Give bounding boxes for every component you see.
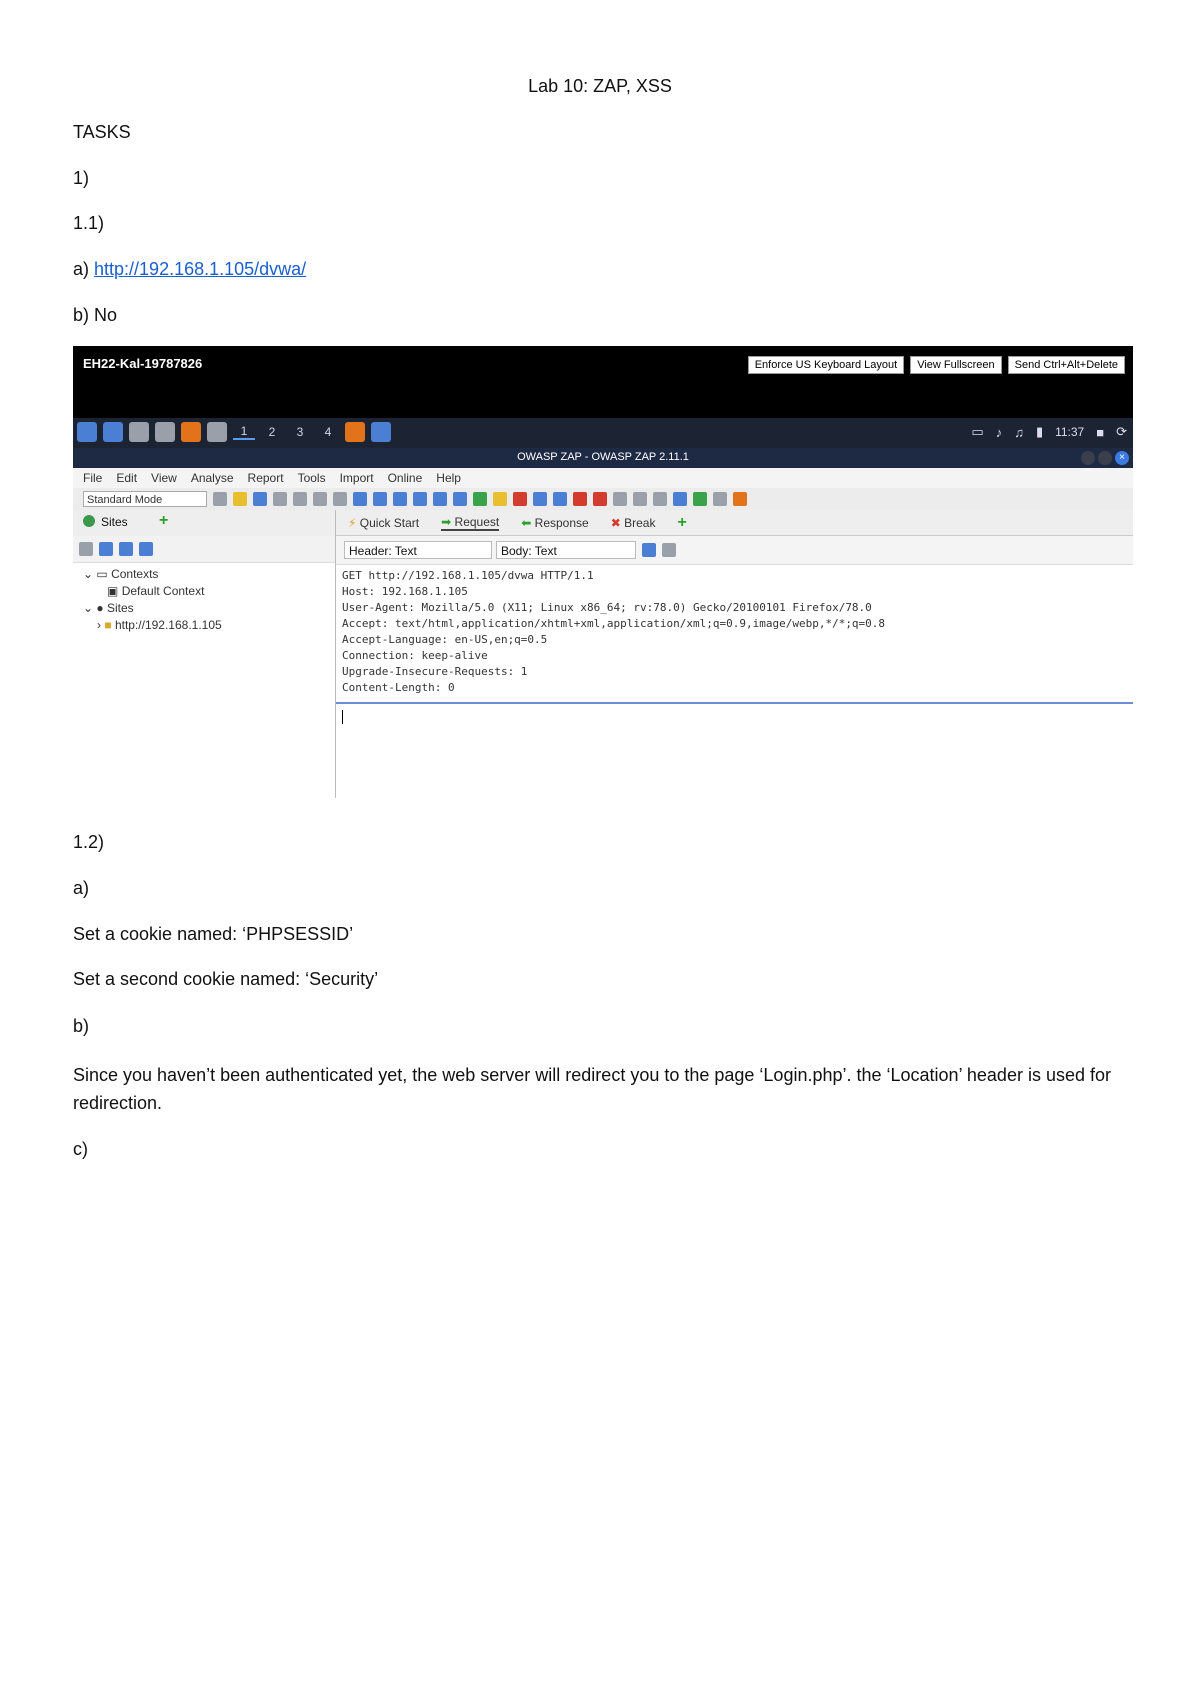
tab-sites[interactable]: Sites bbox=[101, 515, 128, 529]
scope-icon[interactable] bbox=[79, 542, 93, 556]
arrow-left-icon: ⬅ bbox=[521, 515, 532, 530]
power-icon[interactable]: ⟳ bbox=[1116, 424, 1127, 439]
tree-contexts[interactable]: ⌄ ▭ Contexts bbox=[83, 567, 159, 581]
request-line: Content-Length: 0 bbox=[342, 681, 455, 694]
globe-icon bbox=[83, 515, 95, 527]
request-line: Upgrade-Insecure-Requests: 1 bbox=[342, 665, 528, 678]
request-line: Connection: keep-alive bbox=[342, 649, 488, 662]
break-x-icon: ✖ bbox=[610, 515, 621, 530]
workspace-3[interactable]: 3 bbox=[296, 425, 304, 439]
sites-label: Sites bbox=[106, 601, 134, 615]
layout-icon-6[interactable] bbox=[453, 492, 467, 506]
zap-window bbox=[73, 468, 1133, 798]
window-title: OWASP ZAP - OWASP ZAP 2.11.1 bbox=[517, 451, 689, 463]
break-icon[interactable] bbox=[513, 492, 527, 506]
tree-sites[interactable]: ⌄ ● Sites bbox=[83, 601, 134, 615]
bell-icon[interactable]: ♫ bbox=[1014, 424, 1024, 440]
display-icon[interactable]: ▭ bbox=[971, 424, 984, 439]
question-1-2: 1.2) bbox=[73, 832, 105, 852]
sites-globe-icon: ● bbox=[96, 601, 104, 615]
default-context-label: Default Context bbox=[121, 584, 205, 598]
layout-icon-2[interactable] bbox=[373, 492, 387, 506]
menu-help[interactable]: Help bbox=[436, 471, 461, 485]
question-1-1: 1.1) bbox=[73, 213, 105, 233]
tasks-heading: TASKS bbox=[73, 122, 131, 142]
break-label: Break bbox=[624, 515, 656, 530]
layout-icon-1[interactable] bbox=[353, 492, 367, 506]
maximize-button[interactable] bbox=[1098, 451, 1112, 465]
layout-icon-3[interactable] bbox=[393, 492, 407, 506]
send-ctrl-alt-delete-button[interactable]: Send Ctrl+Alt+Delete bbox=[1008, 356, 1125, 374]
request-label: Request bbox=[454, 514, 500, 529]
kali-menu-icon[interactable] bbox=[77, 422, 97, 442]
lock-icon[interactable]: ■ bbox=[1096, 424, 1105, 440]
sites-tab-bar bbox=[73, 510, 335, 537]
workspace-tabs bbox=[336, 510, 1133, 536]
layout-icon-4[interactable] bbox=[413, 492, 427, 506]
request-line: GET http://192.168.1.105/dvwa HTTP/1.1 bbox=[342, 569, 594, 582]
menu-import[interactable]: Import bbox=[339, 471, 374, 485]
menu-analyse[interactable]: Analyse bbox=[190, 471, 234, 485]
close-button[interactable]: × bbox=[1115, 451, 1129, 465]
hint-icon[interactable] bbox=[493, 492, 507, 506]
expand-icon[interactable] bbox=[119, 542, 133, 556]
contexts-folder-icon: ▭ bbox=[96, 567, 108, 581]
firefox-icon[interactable] bbox=[181, 422, 201, 442]
terminal-icon[interactable] bbox=[207, 422, 227, 442]
grid-icon[interactable] bbox=[613, 492, 627, 506]
contexts-label: Contexts bbox=[111, 567, 159, 581]
sites-toolbar bbox=[73, 536, 335, 563]
toolbar-icon-7[interactable] bbox=[333, 492, 347, 506]
tab-quick-start[interactable] bbox=[348, 516, 419, 530]
save-session-icon[interactable] bbox=[253, 492, 267, 506]
context-icon: ▣ bbox=[107, 584, 119, 598]
request-line: Accept-Language: en-US,en;q=0.5 bbox=[342, 633, 548, 646]
mode-select[interactable]: Standard Mode bbox=[83, 491, 207, 507]
stop-icon[interactable] bbox=[593, 492, 607, 506]
workspace-4[interactable]: 4 bbox=[324, 425, 332, 439]
answer-b: b) No bbox=[73, 305, 118, 325]
lightning-icon: ⚡ bbox=[348, 515, 357, 530]
battery-icon[interactable]: ▮ bbox=[1035, 424, 1044, 439]
hud-icon[interactable] bbox=[673, 492, 687, 506]
answer-a-prefix: a) bbox=[73, 259, 95, 279]
menu-online[interactable]: Online bbox=[387, 471, 423, 485]
body-format-select[interactable]: Body: Text bbox=[496, 541, 636, 559]
continue-icon[interactable] bbox=[553, 492, 567, 506]
main-toolbar bbox=[73, 488, 1133, 511]
request-toolbar bbox=[336, 536, 1133, 565]
volume-icon[interactable]: ♪ bbox=[995, 424, 1003, 440]
split-horizontal-icon[interactable] bbox=[642, 543, 656, 557]
sites-tree bbox=[83, 566, 222, 634]
link-icon[interactable] bbox=[99, 542, 113, 556]
cookie-answer-2: Set a second cookie named: ‘Security’ bbox=[73, 969, 379, 989]
menu-report[interactable]: Report bbox=[247, 471, 284, 485]
question-1: 1) bbox=[73, 168, 90, 188]
snapshot-icon[interactable] bbox=[273, 492, 287, 506]
request-line: Accept: text/html,application/xhtml+xml,application/xml;q=0.9,image/webp,*/*;q=0.8 bbox=[342, 617, 886, 630]
answer-a bbox=[73, 258, 306, 280]
document-title: Lab 10: ZAP, XSS bbox=[528, 76, 672, 96]
text-caret bbox=[342, 710, 343, 724]
redirect-explanation: Since you haven’t been authenticated yet, the web server will redirect you to the page ‘Login.php’. the ‘Location’ header is used for redirection. bbox=[73, 1065, 1111, 1113]
header-format-select[interactable]: Header: Text bbox=[344, 541, 492, 559]
quick-start-label: Quick Start bbox=[359, 515, 420, 530]
answer-1-2-a: a) bbox=[73, 878, 90, 898]
tree-default-context[interactable] bbox=[83, 583, 222, 600]
new-session-icon[interactable] bbox=[213, 492, 227, 506]
zap-title-bar bbox=[73, 448, 1133, 468]
zap-screenshot bbox=[73, 346, 1133, 798]
dvwa-link[interactable]: http://192.168.1.105/dvwa/ bbox=[94, 259, 307, 279]
vm-name: EH22-Kal-19787826 bbox=[83, 356, 203, 371]
minimize-button[interactable] bbox=[1081, 451, 1095, 465]
desktop-icon[interactable] bbox=[103, 422, 123, 442]
zap-task-icon[interactable] bbox=[371, 422, 391, 442]
step-icon[interactable] bbox=[533, 492, 547, 506]
script-icon[interactable] bbox=[633, 492, 647, 506]
clock: 11:37 bbox=[1055, 425, 1085, 439]
window-icon[interactable] bbox=[139, 542, 153, 556]
folder-icon: ■ bbox=[104, 618, 112, 632]
tab-request[interactable] bbox=[441, 515, 499, 531]
file-manager-icon[interactable] bbox=[129, 422, 149, 442]
add-workspace-tab-icon[interactable]: + bbox=[677, 513, 687, 531]
answer-1-2-c: c) bbox=[73, 1139, 88, 1159]
request-line: User-Agent: Mozilla/5.0 (X11; Linux x86_64; rv:78.0) Gecko/20100101 Firefox/78.0 bbox=[342, 601, 872, 614]
menu-file[interactable]: File bbox=[83, 471, 103, 485]
site-url: http://192.168.1.105 bbox=[114, 618, 222, 632]
layout-icon-5[interactable] bbox=[433, 492, 447, 506]
plugin-icon[interactable] bbox=[693, 492, 707, 506]
drop-icon[interactable] bbox=[573, 492, 587, 506]
menu-bar bbox=[73, 468, 1133, 488]
open-session-icon[interactable] bbox=[233, 492, 247, 506]
tab-response[interactable] bbox=[521, 516, 588, 530]
menu-edit[interactable]: Edit bbox=[116, 471, 138, 485]
console-icon[interactable] bbox=[653, 492, 667, 506]
sites-panel bbox=[73, 510, 336, 798]
vm-header bbox=[73, 346, 1133, 418]
request-text[interactable] bbox=[342, 568, 885, 696]
tree-site-node[interactable]: › ■ http://192.168.1.105 bbox=[97, 618, 222, 632]
cookie-answer-1: Set a cookie named: ‘PHPSESSID’ bbox=[73, 924, 354, 944]
notes-icon[interactable] bbox=[713, 492, 727, 506]
request-body-editor[interactable] bbox=[336, 702, 1133, 798]
enforce-keyboard-button[interactable]: Enforce US Keyboard Layout bbox=[748, 356, 904, 374]
tab-break[interactable] bbox=[611, 516, 656, 530]
split-vertical-icon[interactable] bbox=[662, 543, 676, 557]
menu-view[interactable]: View bbox=[151, 471, 177, 485]
answer-1-2-b: b) bbox=[73, 1016, 90, 1036]
request-line: Host: 192.168.1.105 bbox=[342, 585, 468, 598]
browser-icon[interactable] bbox=[733, 492, 747, 506]
response-label: Response bbox=[534, 515, 589, 530]
scan-policy-icon[interactable] bbox=[473, 492, 487, 506]
workspace-1[interactable]: 1 bbox=[233, 424, 255, 440]
kali-taskbar bbox=[73, 418, 1133, 448]
arrow-right-icon: ➡ bbox=[441, 514, 452, 529]
workspace-panel bbox=[336, 510, 1133, 798]
add-tab-icon[interactable]: + bbox=[159, 512, 169, 529]
firefox-task-icon[interactable] bbox=[345, 422, 365, 442]
properties-icon[interactable] bbox=[293, 492, 307, 506]
workspace-2[interactable]: 2 bbox=[268, 425, 276, 439]
options-icon[interactable] bbox=[313, 492, 327, 506]
menu-tools[interactable]: Tools bbox=[297, 471, 326, 485]
text-editor-icon[interactable] bbox=[155, 422, 175, 442]
view-fullscreen-button[interactable]: View Fullscreen bbox=[910, 356, 1001, 374]
